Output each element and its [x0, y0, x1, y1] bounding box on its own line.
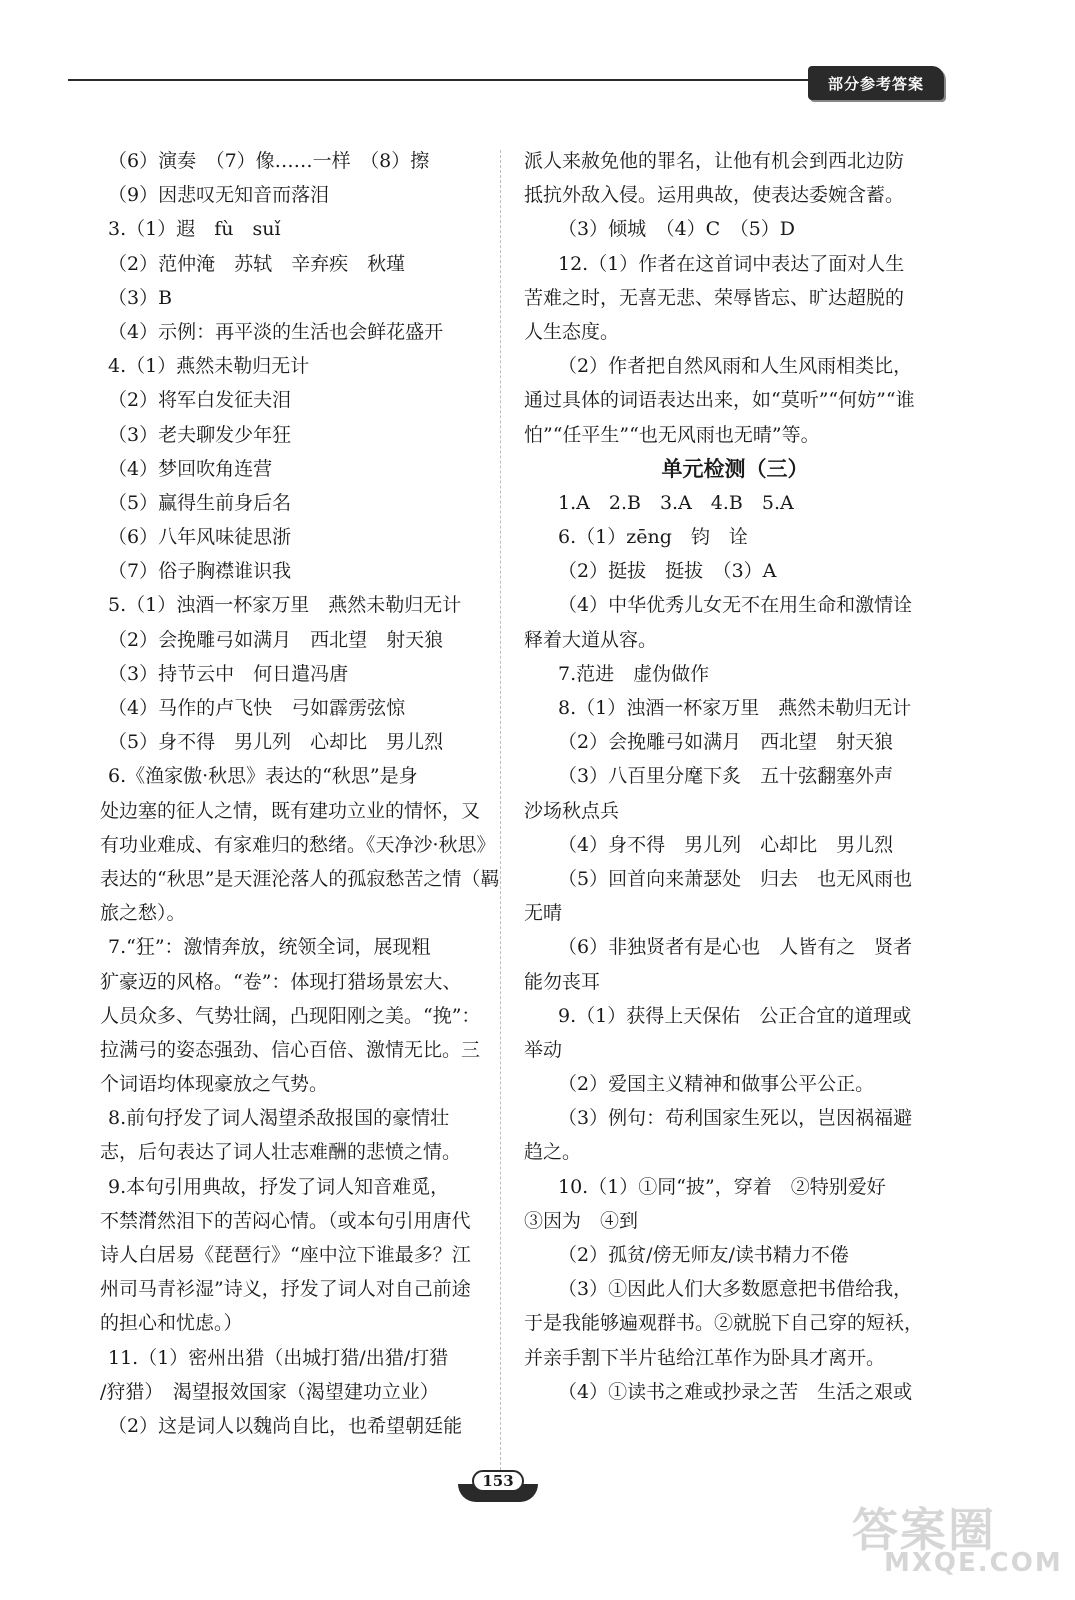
- text-line: 人员众多、气势壮阔，凸现阳刚之美。“挽”：: [100, 1004, 481, 1027]
- section-title: 单元检测（三）: [661, 456, 809, 481]
- text-line: 趋之。: [524, 1141, 582, 1164]
- text-line: （3）例句：苟利国家生死以，岂因祸福避: [558, 1107, 913, 1130]
- text-line: 1.A 2.B 3.A 4.B 5.A: [558, 491, 794, 514]
- text-line: 怕”“任平生”“也无风雨也无晴”等。: [524, 423, 820, 446]
- text-line: （3）八百里分麾下炙 五十弦翻塞外声: [558, 765, 894, 788]
- text-line: （6）八年风味徒思浙: [108, 526, 292, 549]
- text-line: 6.（1）zēng 钧 诠: [558, 526, 748, 549]
- text-line: 能勿丧耳: [524, 970, 601, 993]
- text-line: 7.“狂”：激情奔放，统领全词，展现粗: [108, 936, 431, 959]
- text-line: 犷豪迈的风格。“卷”：体现打猎场景宏大、: [100, 970, 462, 993]
- text-line: （7）俗子胸襟谁识我: [108, 560, 292, 583]
- text-line: （2）将军白发征夫泪: [108, 389, 292, 412]
- text-line: 4.（1）燕然未勒归无计: [108, 355, 310, 378]
- text-line: 抵抗外敌入侵。运用典故，使表达委婉含蓄。: [524, 184, 905, 207]
- text-line: 3.（1）遐 fù suǐ: [108, 218, 281, 241]
- text-line: （4）示例：再平淡的生活也会鲜花盛开: [108, 320, 444, 343]
- text-line: 的担心和忧虑。）: [100, 1312, 243, 1335]
- text-line: 诗人白居易《琵琶行》“座中泣下谁最多？江: [100, 1244, 471, 1266]
- text-line: （2）爱国主义精神和做事公平公正。: [558, 1073, 875, 1096]
- text-line: （2）作者把自然风雨和人生风雨相类比，: [558, 355, 913, 378]
- text-line: 无晴: [524, 902, 563, 925]
- text-line: （2）挺拔 挺拔 （3）A: [558, 560, 777, 583]
- text-line: 表达的“秋思”是天涯沦落人的孤寂愁苦之情（羁: [100, 867, 500, 890]
- text-line: （3）老夫聊发少年狂: [108, 423, 292, 446]
- text-line: （6）演奏 （7）像……一样 （8）擦: [108, 150, 430, 172]
- text-line: （3）持节云中 何日遣冯唐: [108, 662, 349, 685]
- text-line: （2）会挽雕弓如满月 西北望 射天狼: [558, 731, 894, 754]
- text-line: 旅之愁）。: [100, 902, 186, 925]
- text-line: （4）身不得 男儿列 心却比 男儿烈: [558, 833, 894, 856]
- text-line: （2）会挽雕弓如满月 西北望 射天狼: [108, 628, 444, 651]
- text-line: 苦难之时，无喜无悲、荣辱皆忘、旷达超脱的: [524, 286, 905, 309]
- text-line: 于是我能够遍观群书。②就脱下自己穿的短袄，: [524, 1312, 924, 1335]
- text-line: 处边塞的征人之情，既有建功立业的情怀，又: [100, 799, 481, 822]
- text-line: 并亲手割下半片毡给江革作为卧具才离开。: [524, 1346, 886, 1369]
- text-line: 通过具体的词语表达出来，如“莫听”“何妨”“谁: [524, 389, 915, 412]
- text-line: 个词语均体现豪放之气势。: [100, 1073, 329, 1096]
- text-line: （2）范仲淹 苏轼 辛弃疾 秋瑾: [108, 252, 406, 275]
- text-line: （3）倾城 （4）C （5）D: [558, 218, 796, 241]
- text-line: 派人来赦免他的罪名，让他有机会到西北边防: [524, 150, 905, 172]
- page-number-label: 153: [472, 1470, 523, 1492]
- watermark-logo: [822, 1490, 1063, 1590]
- text-line: （5）赢得生前身后名: [108, 491, 292, 514]
- text-line: （5）回首向来萧瑟处 归去 也无风雨也: [558, 867, 913, 890]
- text-line: 州司马青衫湿”诗义，抒发了词人对自己前途: [100, 1278, 471, 1301]
- header-rule: [68, 79, 810, 81]
- text-line: 举动: [524, 1038, 563, 1061]
- text-line: 7.范进 虚伪做作: [558, 662, 710, 685]
- text-line: （4）①读书之难或抄录之苦 生活之艰或: [558, 1380, 913, 1403]
- text-line: （2）这是词人以魏尚自比，也希望朝廷能: [108, 1414, 463, 1437]
- text-line: 9.本句引用典故，抒发了词人知音难觅，: [108, 1175, 450, 1198]
- text-line: （5）身不得 男儿列 心却比 男儿烈: [108, 731, 444, 754]
- text-line: 11.（1）密州出猎（出城打猎/出猎/打猎: [108, 1346, 449, 1369]
- text-line: 9.（1）获得上天保佑 公正合宜的道理或: [558, 1004, 912, 1027]
- text-line: （2）孤贫/傍无师友/读书精力不倦: [558, 1244, 849, 1266]
- text-line: 12.（1）作者在这首词中表达了面对人生: [558, 252, 905, 275]
- text-line: （4）中华优秀儿女无不在用生命和激情诠: [558, 594, 913, 617]
- text-line: （3）B: [108, 286, 173, 309]
- text-line: 6.《渔家傲·秋思》表达的“秋思”是身: [108, 765, 418, 788]
- text-line: （9）因悲叹无知音而落泪: [108, 184, 330, 207]
- header-badge: 部分参考答案: [808, 66, 944, 100]
- text-line: （6）非独贤者有是心也 人皆有之 贤者: [558, 936, 913, 959]
- page-number: [458, 1466, 538, 1506]
- text-line: （3）①因此人们大多数愿意把书借给我，: [558, 1278, 913, 1301]
- left-column: [100, 144, 500, 1443]
- text-line: （4）马作的卢飞快 弓如霹雳弦惊: [108, 697, 406, 719]
- text-line: 10.（1）①同“披”，穿着 ②特别爱好: [558, 1175, 886, 1198]
- text-line: /狩猎） 渴望报效国家（渴望建功立业）: [100, 1380, 439, 1403]
- text-line: 沙场秋点兵: [524, 799, 620, 822]
- column-divider: [500, 150, 501, 1490]
- watermark-title: 答案圈: [852, 1503, 996, 1557]
- text-line: 拉满弓的姿态强劲、信心百倍、激情无比。三: [100, 1038, 481, 1061]
- text-line: （4）梦回吹角连营: [108, 457, 273, 480]
- text-line: 5.（1）浊酒一杯家万里 燕然未勒归无计: [108, 594, 462, 617]
- text-line: 有功业难成、有家难归的愁绪。《天净沙·秋思》: [100, 833, 496, 856]
- watermark-url: MXQE.COM: [884, 1548, 1063, 1578]
- text-line: 释着大道从容。: [524, 628, 658, 651]
- text-line: 8.前句抒发了词人渴望杀敌报国的豪情壮: [108, 1107, 450, 1130]
- text-line: 人生态度。: [524, 320, 620, 343]
- text-line: 志，后句表达了词人壮志难酬的悲愤之情。: [100, 1141, 462, 1164]
- text-line: 不禁潸然泪下的苦闷心情。（或本句引用唐代: [100, 1209, 471, 1232]
- text-line: 8.（1）浊酒一杯家万里 燕然未勒归无计: [558, 697, 912, 719]
- right-column: [524, 144, 946, 1409]
- text-line: ③因为 ④到: [524, 1209, 639, 1232]
